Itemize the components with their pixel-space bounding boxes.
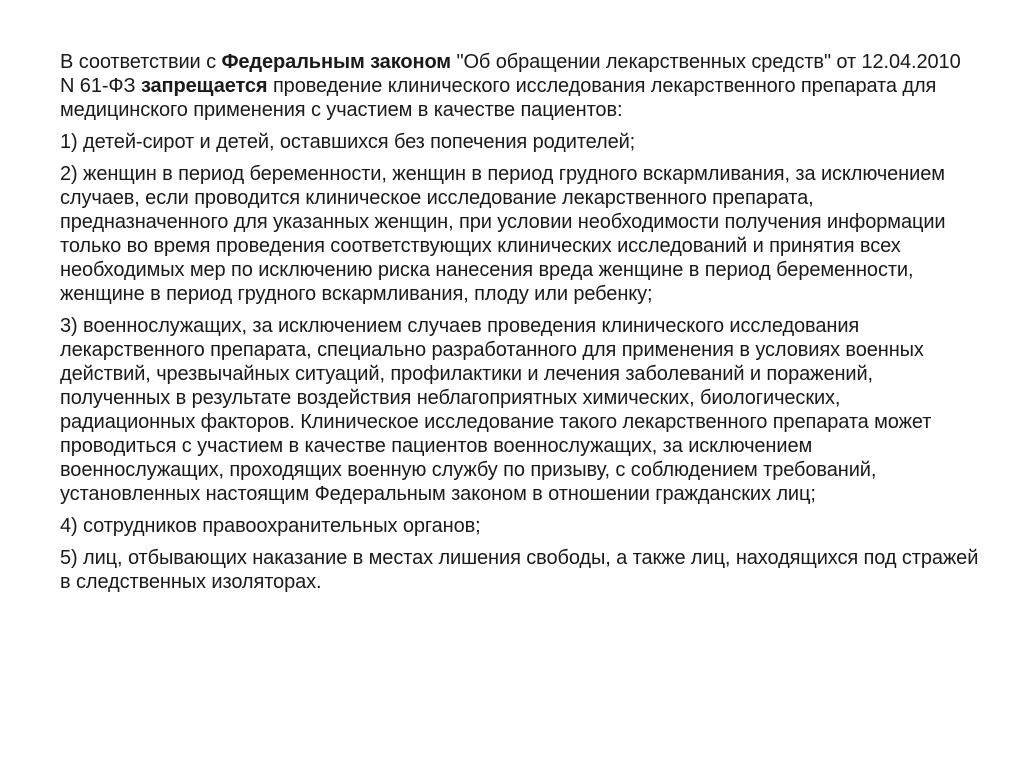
slide-text-body	[60, 50, 980, 602]
list-item-2: 2) женщин в период беременности, женщин в период грудного вскармливания, за исключением случаев, если проводится клиническое исследование лекарственного препарата, предназначенного для указанных женщин, при условии необходимости получения информации только во время проведения соответствующих клинических исследований и принятия всех необходимых мер по исключению риска нанесения вреда женщине в период беременности, женщине в период грудного вскармливания, плоду или ребенку;	[60, 163, 946, 305]
intro-text-1: В соответствии с	[60, 51, 222, 73]
intro-bold-federal-law: Федеральным законом	[221, 51, 451, 73]
intro-text-3: проведение клинического исследования лекарственного препарата для медицинского применения с участием в качестве пациентов:	[60, 75, 937, 121]
intro-text-2: "Об обращении лекарственных средств" от 12.04.2010 N 61-ФЗ	[60, 51, 961, 97]
list-item-1: 1) детей-сирот и детей, оставшихся без попечения родителей;	[60, 131, 636, 153]
intro-bold-prohibited: запрещается	[140, 75, 268, 97]
list-item-5: 5) лиц, отбывающих наказание в местах лишения свободы, а также лиц, находящихся под стражей в следственных изоляторах.	[60, 547, 979, 593]
intro-paragraph	[60, 50, 980, 122]
list-item-4: 4) сотрудников правоохранительных органов;	[60, 515, 481, 537]
list-item-3: 3) военнослужащих, за исключением случаев проведения клинического исследования лекарственного препарата, специально разработанного для применения в условиях военных действий, чрезвычайных ситуаций, профилактики и лечения заболеваний и поражений, полученных в результате воздействия неблагоприятных химических, биологических, радиационных факторов. Клиническое исследование такого лекарственного препарата может проводиться с участием в качестве пациентов военнослужащих, за исключением военнослужащих, проходящих военную службу по призыву, с соблюдением требований, установленных настоящим Федеральным законом в отношении гражданских лиц;	[60, 315, 932, 505]
